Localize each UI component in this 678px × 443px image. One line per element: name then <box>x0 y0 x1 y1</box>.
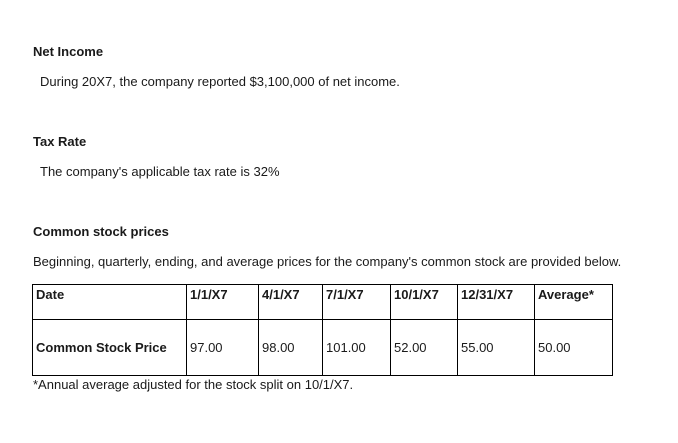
stock-price-table <box>32 284 613 376</box>
price-cell: 55.00 <box>458 320 535 376</box>
header-cell-average: Average* <box>535 285 613 320</box>
header-cell-date: Date <box>33 285 187 320</box>
price-cell: 98.00 <box>259 320 323 376</box>
header-cell: 12/31/X7 <box>458 285 535 320</box>
tax-rate-heading: Tax Rate <box>33 134 87 149</box>
price-cell: 101.00 <box>323 320 391 376</box>
table-header-row <box>33 285 613 320</box>
header-cell: 4/1/X7 <box>259 285 323 320</box>
price-cell: 52.00 <box>391 320 458 376</box>
table-row <box>33 320 613 376</box>
row-label-common-stock-price: Common Stock Price <box>33 320 187 376</box>
net-income-heading: Net Income <box>33 44 104 59</box>
header-cell: 1/1/X7 <box>187 285 259 320</box>
footnote: *Annual average adjusted for the stock split on 10/1/X7. <box>33 377 354 392</box>
header-cell: 7/1/X7 <box>323 285 391 320</box>
price-cell: 97.00 <box>187 320 259 376</box>
common-stock-intro: Beginning, quarterly, ending, and average prices for the company's common stock are provided below. <box>33 254 622 269</box>
net-income-text: During 20X7, the company reported $3,100,000 of net income. <box>40 74 400 89</box>
price-cell-average: 50.00 <box>535 320 613 376</box>
header-cell: 10/1/X7 <box>391 285 458 320</box>
common-stock-heading: Common stock prices <box>33 224 169 239</box>
tax-rate-text: The company's applicable tax rate is 32% <box>40 164 280 179</box>
